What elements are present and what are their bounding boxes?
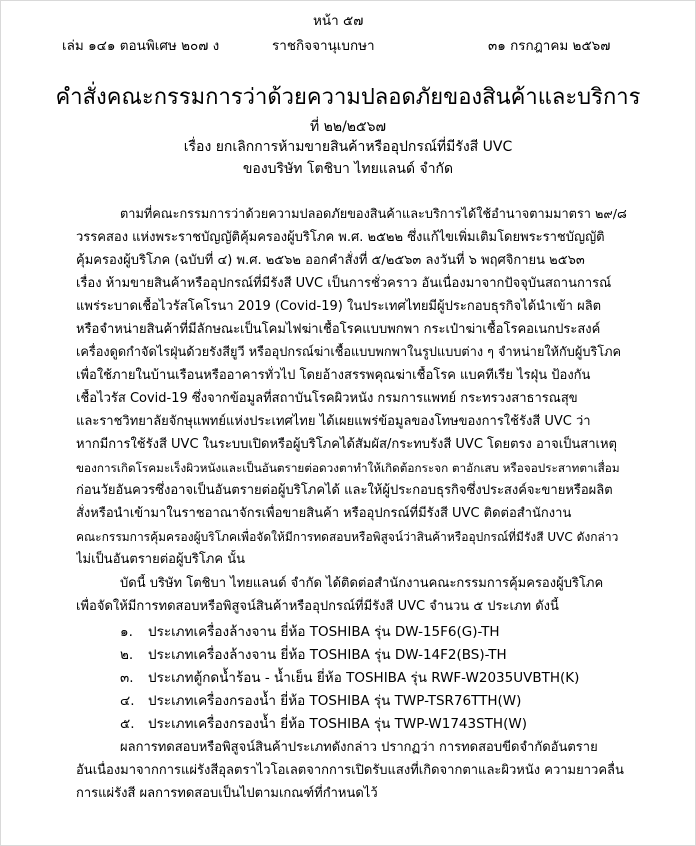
paragraph-1-line: ก่อนวัยอันควรซึ่งอาจเป็นอันตรายต่อผู้บริโภคได้ และให้ผู้ประกอบธุรกิจซึ่งประสงค์จะขายหรือผลิต <box>76 483 613 498</box>
product-list-item-number: ๒. <box>120 647 134 663</box>
paragraph-2-line: เพื่อจัดให้มีการทดสอบหรือพิสูจน์สินค้าหรืออุปกรณ์ที่มีรังสี UVC จำนวน ๕ ประเภท ดังนี้ <box>76 599 559 614</box>
product-list-item-text: ประเภทเครื่องกรองน้ำ ยี่ห้อ TOSHIBA รุ่น TWP-W1743STH(W) <box>148 716 527 732</box>
paragraph-2-line: บัดนี้ บริษัท โตชิบา ไทยแลนด์ จำกัด ได้ติดต่อสำนักงานคณะกรรมการคุ้มครองผู้บริโภค <box>120 576 604 591</box>
paragraph-1-line: และราชวิทยาลัยจักษุแพทย์แห่งประเทศไทย ได้เผยแพร่ข้อมูลของโทษของการใช้รังสี UVC ว่า <box>76 414 591 429</box>
product-list-item-number: ๓. <box>120 670 134 686</box>
paragraph-1-line: ของการเกิดโรคมะเร็งผิวหนังและเป็นอันตรายต่อดวงตาทำให้เกิดต้อกระจก ตาอักเสบ หรือจอประสาทตาเสื่อม <box>76 461 620 475</box>
paragraph-1-line: หากมีการใช้รังสี UVC ในระบบเปิดหรือผู้บริโภคได้สัมผัส/กระทบรังสี UVC โดยตรง อาจเป็นสาเหตุ <box>76 437 617 452</box>
paragraph-1-line: ไม่เป็นอันตรายต่อผู้บริโภค นั้น <box>76 552 245 567</box>
document-title: คำสั่งคณะกรรมการว่าด้วยความปลอดภัยของสินค้าและบริการ <box>55 85 641 110</box>
paragraph-1-line: วรรคสอง แห่งพระราชบัญญัติคุ้มครองผู้บริโภค พ.ศ. ๒๕๒๒ ซึ่งแก้ไขเพิ่มเติมโดยพระราชบัญญัติ <box>76 230 605 245</box>
product-list-item-number: ๑. <box>120 624 133 640</box>
paragraph-1-line: ตามที่คณะกรรมการว่าด้วยความปลอดภัยของสินค้าและบริการได้ใช้อำนาจตามมาตรา ๒๙/๘ <box>120 207 627 222</box>
paragraph-1-line: เชื้อไวรัส Covid-19 ซึ่งจากข้อมูลที่สถาบันโรคผิวหนัง กรมการแพทย์ กระทรวงสาธารณสุข <box>76 391 578 406</box>
paragraph-3-line: ผลการทดสอบหรือพิสูจน์สินค้าประเภทดังกล่าว ปรากฏว่า การทดสอบขีดจำกัดอันตราย <box>120 740 598 755</box>
paragraph-1-line: คณะกรรมการคุ้มครองผู้บริโภคเพื่อจัดให้มีการทดสอบหรือพิสูจน์ว่าสินค้าหรืออุปกรณ์ที่มีรังสี UVC ดังกล่าว <box>76 530 619 544</box>
order-company: ของบริษัท โตชิบา ไทยแลนด์ จำกัด <box>242 161 454 177</box>
paragraph-3-line: อันเนื่องมาจากการแผ่รังสีอุลตราไวโอเลตจากการเปิดรับแสงที่เกิดจากตาและผิวหนัง ความยาวคลื่น <box>76 763 624 778</box>
product-list-item <box>120 691 521 711</box>
paragraph-1-line: คุ้มครองผู้บริโภค (ฉบับที่ ๔) พ.ศ. ๒๕๖๒ ออกคำสั่งที่ ๕/๒๕๖๓ ลงวันที่ ๖ พฤศจิกายน ๒๕๖๓ <box>76 253 585 268</box>
paragraph-1-line: แพร่ระบาดเชื้อไวรัสโคโรนา 2019 (Covid-19) ในประเทศไทยมีผู้ประกอบธุรกิจได้นำเข้า ผลิต <box>76 299 602 314</box>
paragraph-1-line: หรือจำหน่ายสินค้าที่มีลักษณะเป็นโคมไฟฆ่าเชื้อโรคแบบพกพา กระเป๋าฆ่าเชื้อโรคอเนกประสงค์ <box>76 322 601 337</box>
paragraph-1-line: สั่งหรือนำเข้ามาในราชอาณาจักรเพื่อขายสินค้า หรืออุปกรณ์ที่มีรังสี UVC ติดต่อสำนักงาน <box>76 506 572 521</box>
page-number: หน้า ๕๗ <box>313 13 364 29</box>
order-subject: เรื่อง ยกเลิกการห้ามขายสินค้าหรืออุปกรณ์ที่มีรังสี UVC <box>183 139 513 155</box>
product-list-item-number: ๕. <box>120 716 135 732</box>
product-list-item <box>120 714 527 734</box>
product-list-item <box>120 668 579 688</box>
order-number: ที่ ๒๒/๒๕๖๗ <box>309 119 387 135</box>
product-list-item-number: ๔. <box>120 693 135 709</box>
paragraph-1-line: เพื่อใช้ภายในบ้านเรือนหรืออาคารทั่วไป โดยอ้างสรรพคุณฆ่าเชื้อโรค แบคทีเรีย ไรฝุ่น ป้องกัน <box>76 368 591 383</box>
product-list-item-text: ประเภทเครื่องล้างจาน ยี่ห้อ TOSHIBA รุ่น DW-15F6(G)-TH <box>148 624 500 640</box>
gazette-name: ราชกิจจานุเบกษา <box>272 38 375 54</box>
product-list-item-text: ประเภทตู้กดน้ำร้อน - น้ำเย็น ยี่ห้อ TOSHIBA รุ่น RWF-W2035UVBTH(K) <box>148 670 580 686</box>
product-list-item <box>120 622 500 642</box>
product-list-item-text: ประเภทเครื่องล้างจาน ยี่ห้อ TOSHIBA รุ่น DW-14F2(BS)-TH <box>148 647 507 663</box>
paragraph-1-line: เครื่องดูดกำจัดไรฝุ่นด้วยรังสียูวี หรืออุปกรณ์ฆ่าเชื้อแบบพกพาในรูปแบบต่าง ๆ จำหน่ายให้กับผู้บริโภค <box>76 345 622 360</box>
product-list-item-text: ประเภทเครื่องกรองน้ำ ยี่ห้อ TOSHIBA รุ่น TWP-TSR76TTH(W) <box>148 693 522 709</box>
product-list-item <box>120 645 507 665</box>
paragraph-3-line: การแผ่รังสี ผลการทดสอบเป็นไปตามเกณฑ์ที่กำหนดไว้ <box>76 786 378 801</box>
gazette-volume: เล่ม ๑๔๑ ตอนพิเศษ ๒๐๗ ง <box>62 38 220 54</box>
gazette-date: ๓๑ กรกฎาคม ๒๕๖๗ <box>488 38 611 54</box>
paragraph-1-line: เรื่อง ห้ามขายสินค้าหรืออุปกรณ์ที่มีรังสี UVC เป็นการชั่วคราว อันเนื่องมาจากปัจจุบันสถานการณ์ <box>76 276 612 291</box>
